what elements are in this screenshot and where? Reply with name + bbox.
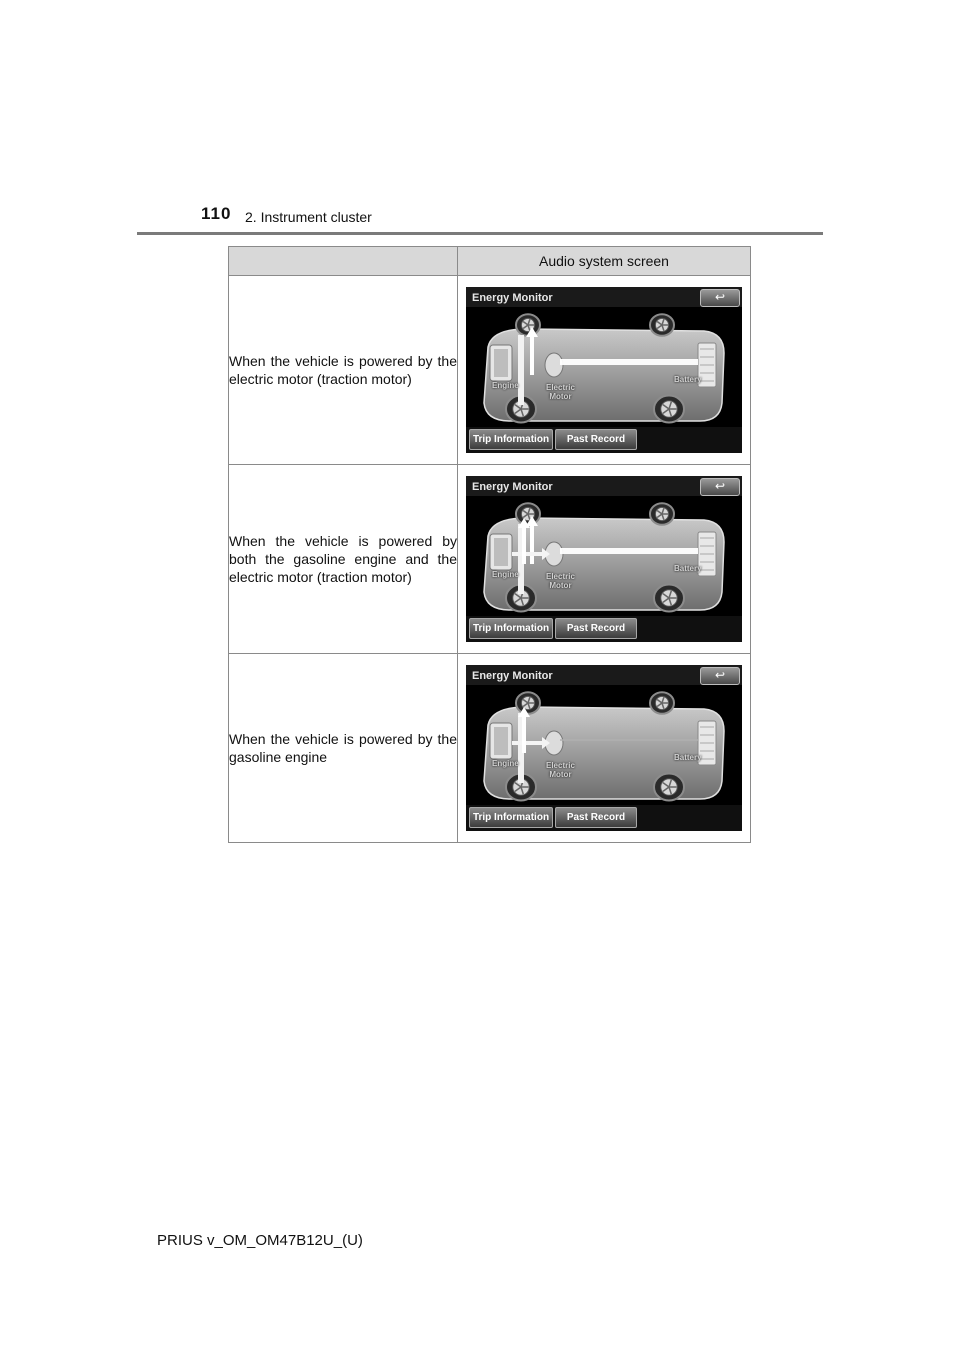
return-arrow-icon[interactable]: ↩ xyxy=(700,478,740,496)
mode-description: When the vehicle is powered by the gasoline engine xyxy=(229,654,458,843)
energy-monitor-screenshot xyxy=(466,287,742,453)
past-record-button[interactable]: Past Record xyxy=(555,429,637,450)
electric-motor-label xyxy=(546,383,575,401)
motor-label-line1: Electric xyxy=(546,383,575,392)
screen-title: Energy Monitor xyxy=(472,292,553,304)
trip-information-button[interactable]: Trip Information xyxy=(469,618,553,639)
return-arrow-icon[interactable]: ↩ xyxy=(700,667,740,685)
table-header-row xyxy=(229,247,751,276)
table-row xyxy=(229,276,751,465)
motor-label-line2: Motor xyxy=(549,581,572,590)
trip-information-button[interactable]: Trip Information xyxy=(469,807,553,828)
document-code: PRIUS v_OM_OM47B12U_(U) xyxy=(157,1232,363,1249)
battery-to-motor-flow xyxy=(560,359,698,365)
table-header-audio-screen: Audio system screen xyxy=(458,247,751,276)
drive-shaft xyxy=(518,335,524,405)
motor-label-line1: Electric xyxy=(546,761,575,770)
engine-detail xyxy=(494,538,508,566)
screen-cell xyxy=(458,465,751,654)
table-header-empty xyxy=(229,247,458,276)
engine-detail xyxy=(494,349,508,377)
past-record-button[interactable]: Past Record xyxy=(555,807,637,828)
battery-label: Battery xyxy=(674,375,702,384)
engine-label: Engine xyxy=(492,381,519,390)
battery-to-motor-flow xyxy=(560,548,698,554)
electric-motor-label xyxy=(546,761,575,779)
trip-information-button[interactable]: Trip Information xyxy=(469,429,553,450)
engine-detail xyxy=(494,727,508,755)
page-number: 110 xyxy=(201,204,232,223)
mode-description: When the vehicle is powered by the electric motor (traction motor) xyxy=(229,276,458,465)
mode-description: When the vehicle is powered by both the gasoline engine and the electric motor (traction motor) xyxy=(229,465,458,654)
energy-monitor-screenshot xyxy=(466,476,742,642)
screen-cell xyxy=(458,654,751,843)
screen-title: Energy Monitor xyxy=(472,481,553,493)
electric-motor-label xyxy=(546,572,575,590)
engine-label: Engine xyxy=(492,759,519,768)
section-title: 2. Instrument cluster xyxy=(245,209,372,225)
battery-label: Battery xyxy=(674,564,702,573)
energy-monitor-table xyxy=(228,246,751,843)
screen-title: Energy Monitor xyxy=(472,670,553,682)
motor-label-line1: Electric xyxy=(546,572,575,581)
energy-monitor-screenshot xyxy=(466,665,742,831)
table-row xyxy=(229,465,751,654)
motor-label-line2: Motor xyxy=(549,770,572,779)
past-record-button[interactable]: Past Record xyxy=(555,618,637,639)
engine-label: Engine xyxy=(492,570,519,579)
table-row xyxy=(229,654,751,843)
motor-label-line2: Motor xyxy=(549,392,572,401)
header-divider xyxy=(137,232,823,235)
return-arrow-icon[interactable]: ↩ xyxy=(700,289,740,307)
screen-cell xyxy=(458,276,751,465)
battery-label: Battery xyxy=(674,753,702,762)
